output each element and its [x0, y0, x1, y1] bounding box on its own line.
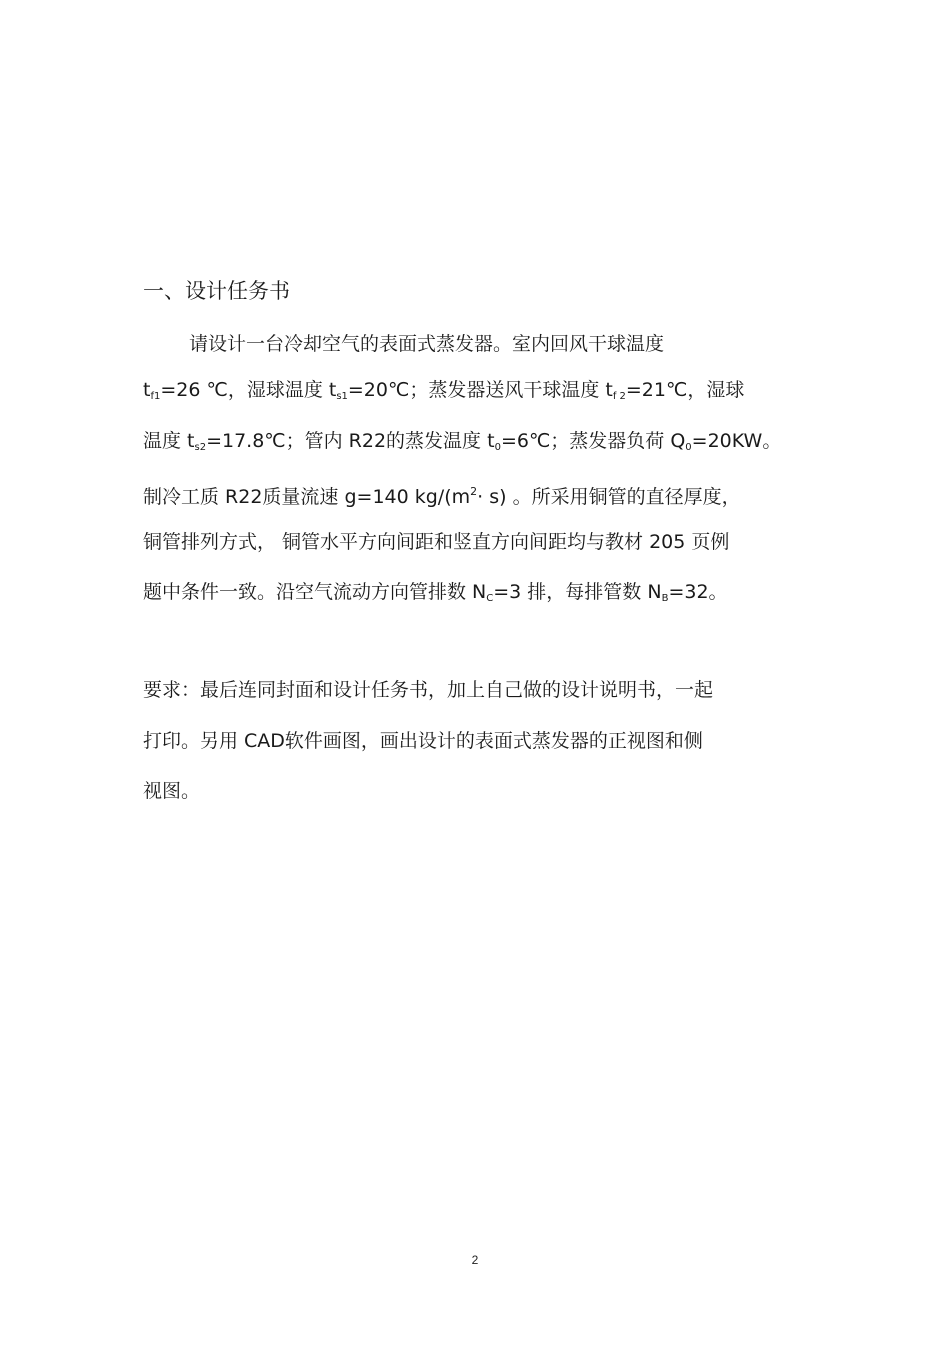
text-segment: =21℃，湿球	[625, 379, 745, 401]
text-segment: t	[143, 379, 151, 401]
text-segment: =3 排，每排管数 N	[493, 581, 662, 603]
page-number: 2	[471, 1253, 479, 1267]
task-paragraph-line-6	[143, 578, 728, 613]
text-segment: 题中条件一致。沿空气流动方向管排数 N	[143, 581, 487, 603]
subscript: s2	[194, 442, 207, 453]
subscript: f1	[150, 391, 161, 402]
requirements-line-2: 打印。另用 CAD软件画图，画出设计的表面式蒸发器的正视图和侧	[143, 730, 703, 752]
text-segment: =17.8℃；管内 R22的蒸发温度 t	[206, 430, 495, 452]
text-segment: =6℃；蒸发器负荷 Q	[500, 430, 686, 452]
task-paragraph-line-1: 请设计一台冷却空气的表面式蒸发器。室内回风干球温度	[189, 333, 665, 355]
text-segment: · s) 。所采用铜管的直径厚度，	[477, 486, 741, 508]
task-paragraph-line-4	[143, 478, 741, 511]
text-segment: 制冷工质 R22质量流速 g=140 kg/(m	[143, 486, 471, 508]
text-segment: =20KW。	[691, 430, 782, 452]
subscript: 0	[685, 442, 692, 453]
superscript: 2	[470, 485, 478, 498]
task-paragraph-line-2	[143, 376, 744, 411]
text-segment: =26 ℃，湿球温度 t	[160, 379, 337, 401]
subscript: s1	[336, 391, 348, 402]
text-segment: =32。	[668, 581, 728, 603]
subscript: B	[661, 593, 669, 604]
requirements-line-3: 视图。	[143, 780, 201, 802]
section-heading: 一、设计任务书	[143, 279, 290, 303]
text-segment: 温度 t	[143, 430, 195, 452]
subscript: f 2	[612, 391, 626, 402]
requirements-line-1: 要求：最后连同封面和设计任务书，加上自己做的设计说明书，一起	[143, 679, 714, 701]
task-paragraph-line-3	[143, 427, 781, 462]
task-paragraph-line-5: 铜管排列方式， 铜管水平方向间距和竖直方向间距均与教材 205 页例	[143, 531, 730, 553]
subscript: 0	[494, 442, 501, 453]
text-segment: =20℃；蒸发器送风干球温度 t	[347, 379, 613, 401]
subscript: C	[486, 593, 494, 604]
